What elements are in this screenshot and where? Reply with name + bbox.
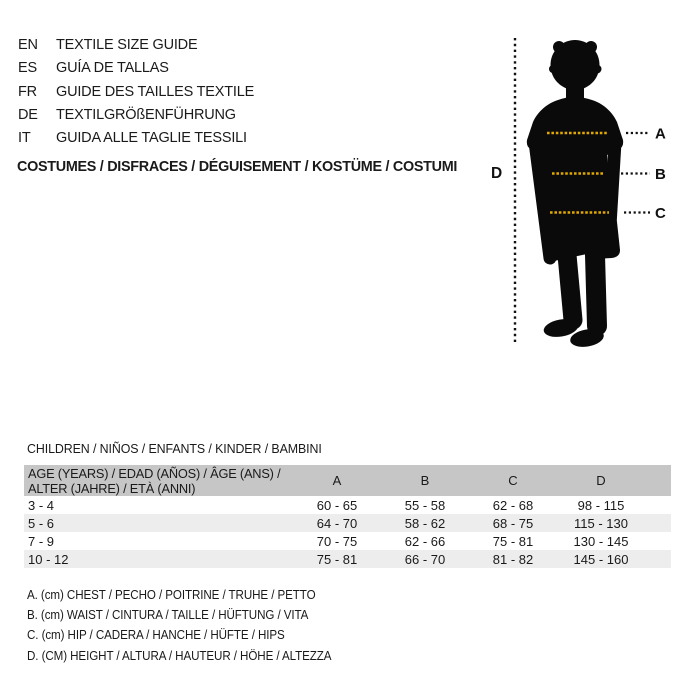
language-label: GUÍA DE TALLAS: [56, 60, 169, 77]
chest-label: A: [655, 125, 666, 143]
row-spacer: [645, 514, 671, 532]
table-row: [24, 532, 671, 550]
language-code: IT: [18, 130, 31, 147]
hip-cell: 68 - 75: [492, 515, 534, 531]
row-spacer: [645, 532, 671, 550]
hip-cell: 81 - 82: [492, 551, 534, 567]
age-cell: 7 - 9: [28, 533, 55, 549]
row-spacer: [645, 550, 671, 568]
height-cell: 130 - 145: [573, 533, 629, 549]
language-code: ES: [18, 60, 37, 77]
language-label: TEXTILE SIZE GUIDE: [56, 37, 198, 53]
language-row: [18, 81, 254, 104]
legend-item-chest: A. (cm) CHEST / PECHO / POITRINE / TRUHE / PETTO: [27, 587, 316, 602]
column-header-d: D: [557, 465, 645, 496]
language-code: EN: [18, 37, 38, 53]
waist-cell: 55 - 58: [404, 497, 446, 513]
height-cell: 115 - 130: [574, 515, 628, 531]
language-row: [18, 127, 254, 150]
measurement-figure: [460, 20, 700, 360]
language-row: [18, 104, 254, 127]
age-cell: 5 - 6: [28, 515, 55, 531]
column-header-c: C: [469, 465, 557, 496]
chest-cell: 75 - 81: [316, 551, 358, 567]
language-label: GUIDE DES TAILLES TEXTILE: [56, 83, 255, 100]
row-spacer: [645, 496, 671, 514]
language-row: [18, 57, 254, 80]
category-heading: COSTUMES / DISFRACES / DÉGUISEMENT / KOSTÜME / COSTUMI: [17, 159, 458, 175]
language-label: GUIDA ALLE TAGLIE TESSILI: [56, 130, 247, 147]
waist-cell: 66 - 70: [404, 551, 446, 567]
language-list: [18, 34, 254, 150]
hip-cell: 62 - 68: [492, 497, 534, 513]
chest-cell: 60 - 65: [316, 497, 358, 513]
child-silhouette-diagram: [460, 20, 700, 360]
column-header-b: B: [381, 465, 469, 496]
size-table: [24, 465, 671, 568]
table-row: [24, 550, 671, 568]
column-header-a: A: [293, 465, 381, 496]
legend-item-height: D. (CM) HEIGHT / ALTURA / HAUTEUR / HÖHE / ALTEZZA: [27, 647, 332, 663]
children-section-title: CHILDREN / NIÑOS / ENFANTS / KINDER / BAMBINI: [27, 441, 322, 456]
age-column-header: [24, 465, 293, 496]
hip-label: C: [655, 205, 666, 222]
table-row: [24, 496, 671, 514]
waist-cell: 58 - 62: [404, 515, 446, 531]
age-header-line1: AGE (YEARS) / EDAD (AÑOS) / ÂGE (ANS) /: [28, 465, 281, 481]
language-label: TEXTILGRÖßENFÜHRUNG: [56, 106, 236, 123]
height-label: D: [491, 165, 503, 182]
legend-item-waist: B. (cm) WAIST / CINTURA / TAILLE / HÜFTUNG / VITA: [27, 607, 309, 623]
measurement-legend: [27, 585, 331, 666]
language-row: [18, 34, 254, 57]
height-cell: 98 - 115: [577, 497, 625, 513]
size-table-header: [24, 465, 671, 496]
age-cell: 3 - 4: [28, 497, 55, 513]
waist-label: B: [655, 166, 666, 183]
header-spacer: [645, 465, 671, 496]
hip-cell: 75 - 81: [492, 533, 534, 549]
age-header-line2: ALTER (JAHRE) / ETÀ (ANNI): [28, 480, 196, 496]
height-cell: 145 - 160: [573, 551, 629, 567]
waist-cell: 62 - 66: [404, 533, 446, 549]
table-row: [24, 514, 671, 532]
age-cell: 10 - 12: [28, 551, 69, 567]
child-silhouette: [527, 40, 623, 349]
language-code: DE: [18, 106, 38, 123]
language-code: FR: [18, 83, 37, 100]
legend-item-hip: C. (cm) HIP / CADERA / HANCHE / HÜFTE / HIPS: [27, 627, 285, 643]
chest-cell: 64 - 70: [316, 515, 358, 531]
chest-cell: 70 - 75: [316, 533, 358, 549]
